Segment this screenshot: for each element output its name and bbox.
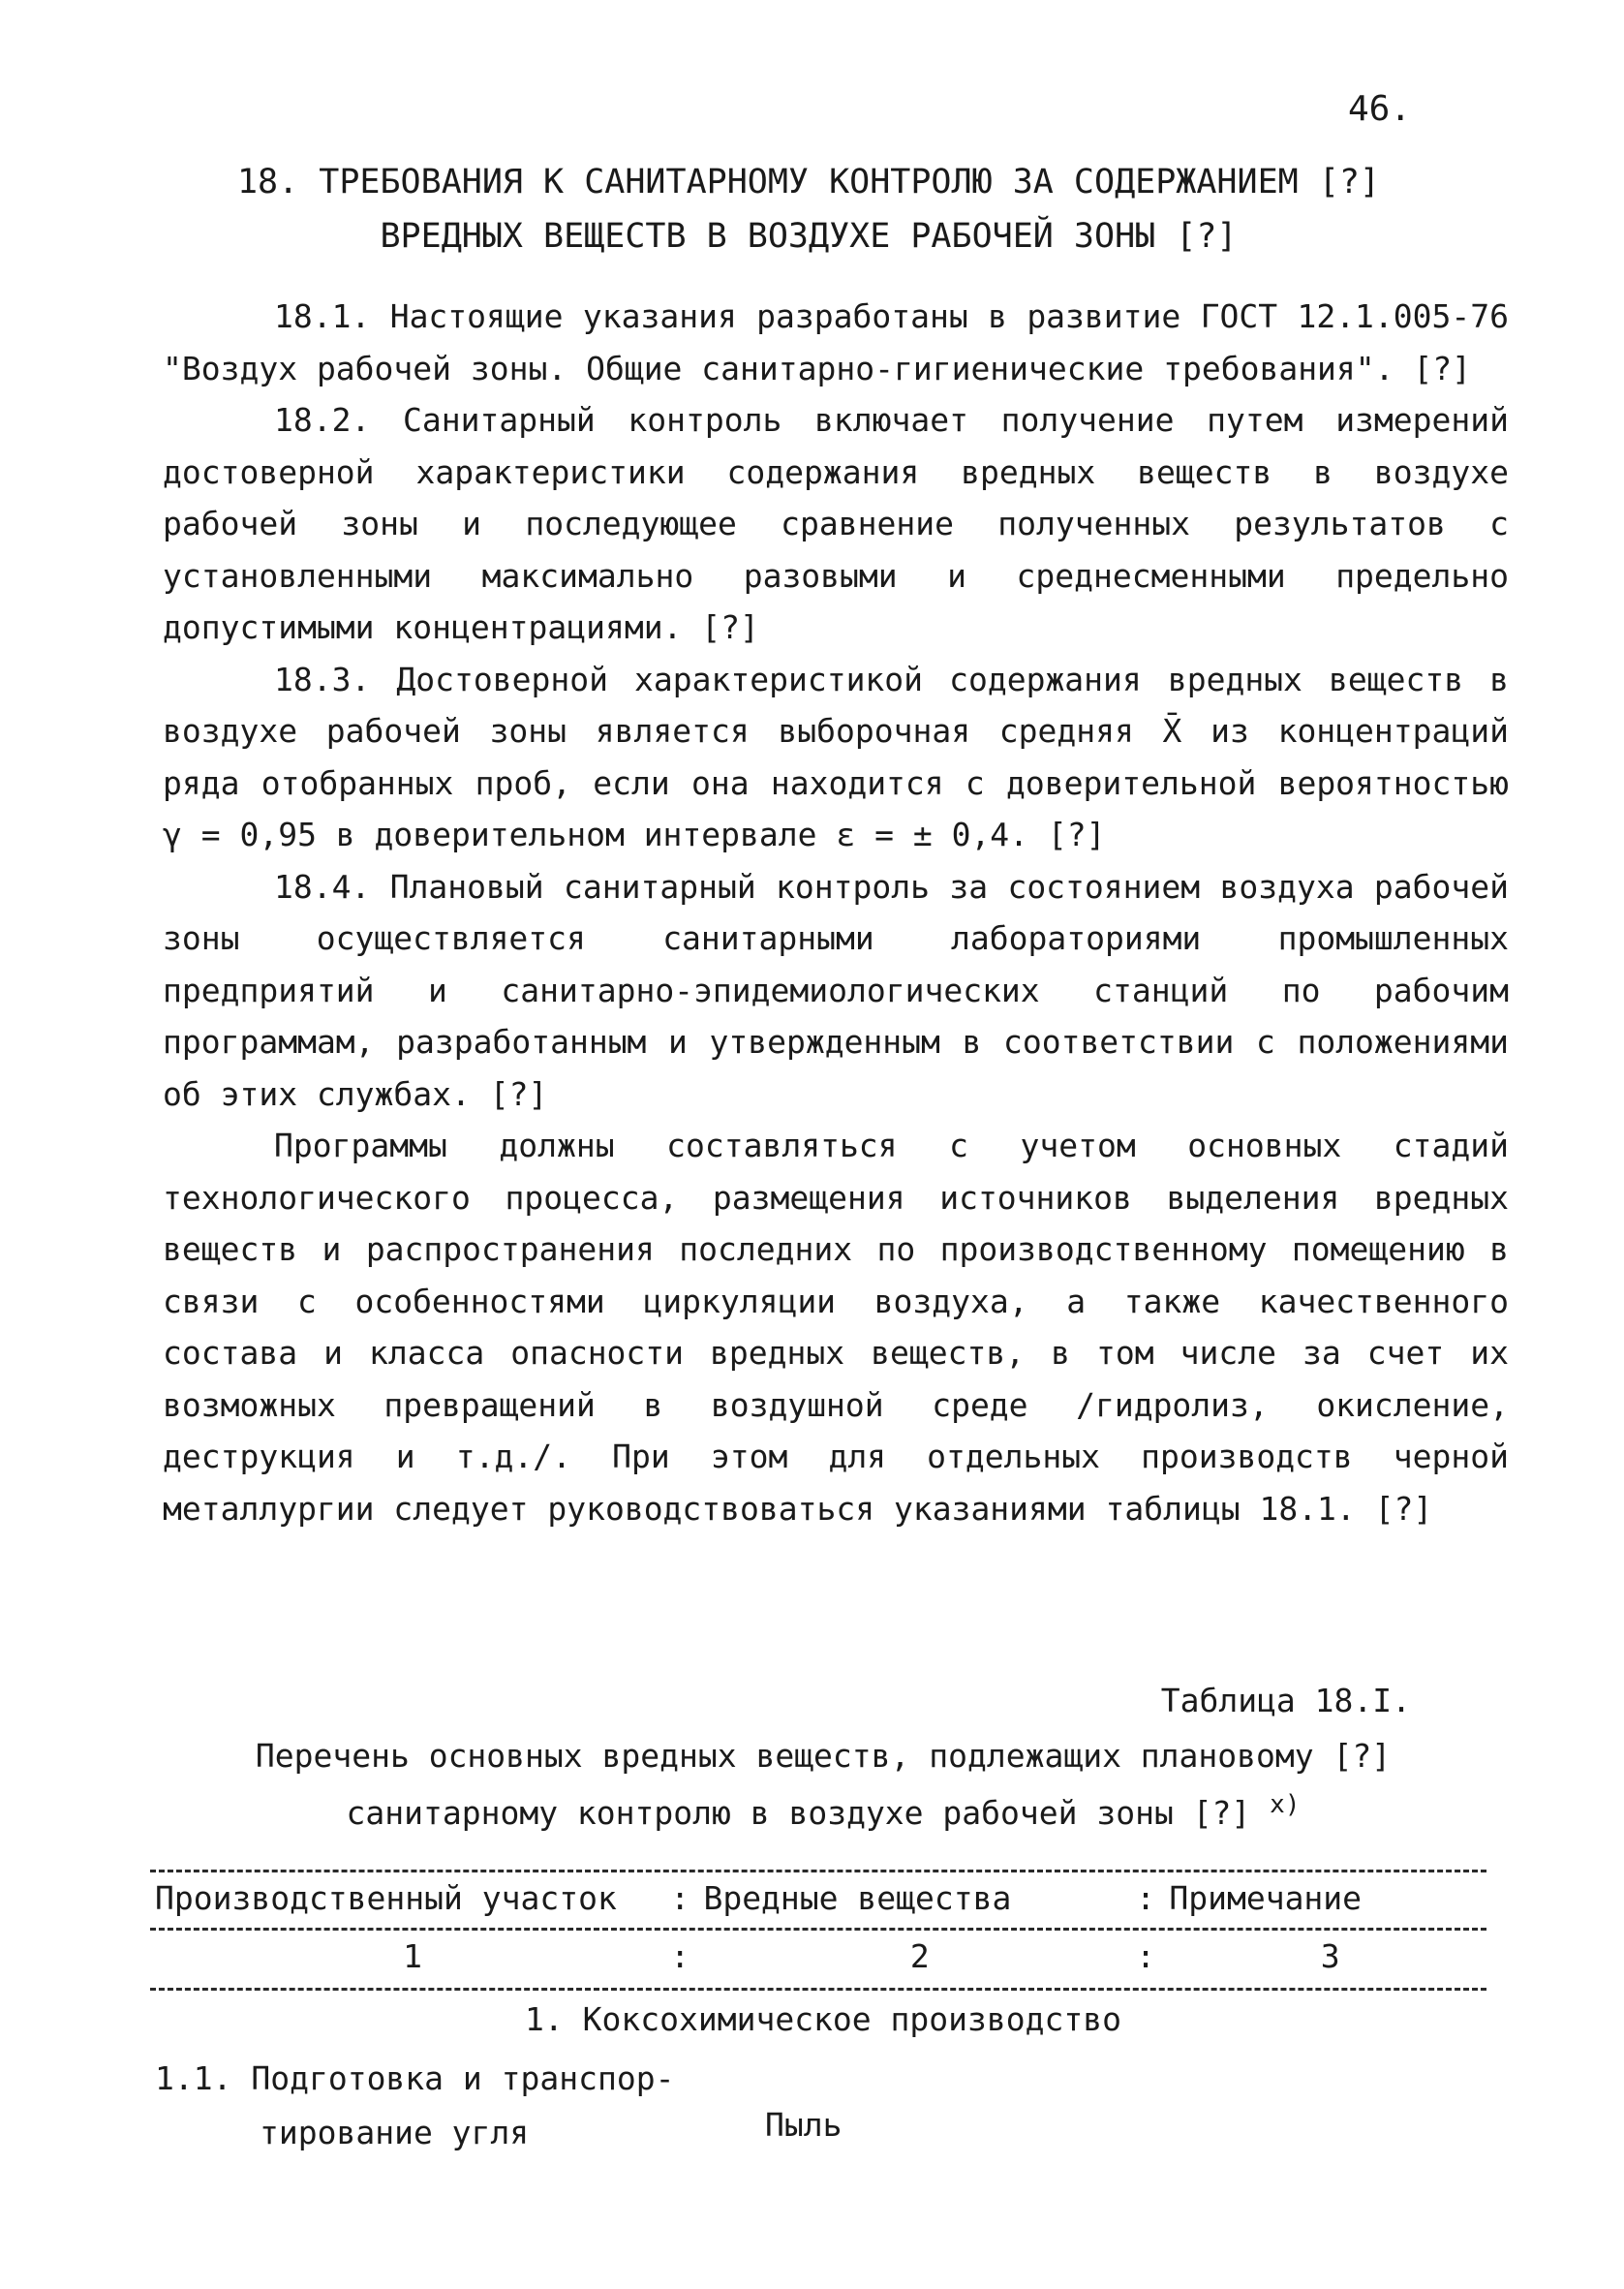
table-title-footnote-mark: x)	[1270, 1790, 1301, 1819]
table-column-number-3: 3	[1320, 1937, 1340, 1975]
table-column-separator: :	[1136, 1879, 1156, 1917]
table-row-area-text-1: Подготовка и транспор-	[251, 2059, 675, 2097]
table-header-substances: Вредные вещества	[703, 1879, 1012, 1917]
table-row-area-line-2	[155, 2106, 674, 2160]
table-header-rule	[150, 1928, 1486, 1931]
table-column-separator: :	[670, 1879, 690, 1917]
body-text	[163, 291, 1509, 1534]
table-header-row	[155, 1879, 1491, 1917]
table-column-number-2: 2	[909, 1937, 930, 1975]
table-title-line-2-text: санитарному контролю в воздухе рабочей зоны [?]	[346, 1794, 1251, 1832]
table-column-separator: :	[670, 1937, 690, 1975]
table-column-number-1: 1	[403, 1937, 423, 1975]
paragraph-18-2: 18.2. Санитарный контроль включает получение путем измерений достоверной характеристики содержания вредных веществ в воздухе рабочей зоны и последующее сравнение полученных результатов с установленными максимально разовыми и среднесменными предельно допустимыми концентрациями. [?]	[163, 401, 1509, 646]
table-title	[194, 1732, 1453, 1838]
table-label: Таблица 18.I.	[1160, 1682, 1411, 1719]
paragraph-18-4: 18.4. Плановый санитарный контроль за состоянием воздуха рабочей зоны осуществляется санитарными лабораториями промышленных предприятий и санитарно-эпидемиологических станций по рабочим программам, разработанным и утвержденным в соответствии с положениями об этих службах. [?]	[163, 867, 1509, 1113]
table-title-line-2	[194, 1780, 1453, 1838]
section-title-line-1: 18. ТРЕБОВАНИЯ К САНИТАРНОМУ КОНТРОЛЮ ЗА СОДЕРЖАНИЕМ [?]	[236, 163, 1381, 201]
paragraph-programs: Программы должны составляться с учетом основных стадий технологического процесса, размещения источников выделения вредных веществ и распространения последних по производственному помещению в связи с особенностями циркуляции воздуха, а также качественного состава и класса опасности вредных веществ, в том числе за счет их возможных превращений в воздушной среде /гидролиз, окисление, деструкция и т.д./. При этом для отдельных производств черной металлургии следует руководствоваться указаниями таблицы 18.1. [?]	[163, 1127, 1509, 1528]
table-group-heading: 1. Коксохимическое производство	[525, 2000, 1121, 2038]
page-number: 46.	[1347, 89, 1411, 129]
table-row-area-line-1	[155, 2052, 674, 2106]
table-column-number-row	[155, 1937, 1491, 1975]
paragraph-18-1: 18.1. Настоящие указания разработаны в развитие ГОСТ 12.1.005-76 "Воздух рабочей зоны. Общие санитарно-гигиенические требования". [?]	[163, 297, 1509, 387]
table-row	[155, 2052, 674, 2160]
table-header-note: Примечание	[1169, 1879, 1363, 1917]
table-top-rule	[150, 1870, 1486, 1872]
table-title-line-1: Перечень основных вредных веществ, подлежащих плановому [?]	[255, 1737, 1392, 1775]
paragraph-18-3: 18.3. Достоверной характеристикой содержания вредных веществ в воздухе рабочей зоны является выборочная средняя X̄ из концентраций ряда отобранных проб, если она находится с доверительной вероятностью γ = 0,95 в доверительном интервале ε = ± 0,4. [?]	[163, 660, 1509, 853]
table-row-area-text-2: тирование угля	[260, 2114, 530, 2151]
section-title	[165, 155, 1453, 263]
table-numbers-rule	[150, 1988, 1486, 1991]
table-row-substance: Пыль	[765, 2106, 843, 2144]
table-row-number: 1.1.	[155, 2059, 232, 2097]
table-header-area: Производственный участок	[155, 1879, 617, 1917]
table-column-separator: :	[1136, 1937, 1156, 1975]
section-title-line-2: ВРЕДНЫХ ВЕЩЕСТВ В ВОЗДУХЕ РАБОЧЕЙ ЗОНЫ [?]	[380, 217, 1238, 256]
